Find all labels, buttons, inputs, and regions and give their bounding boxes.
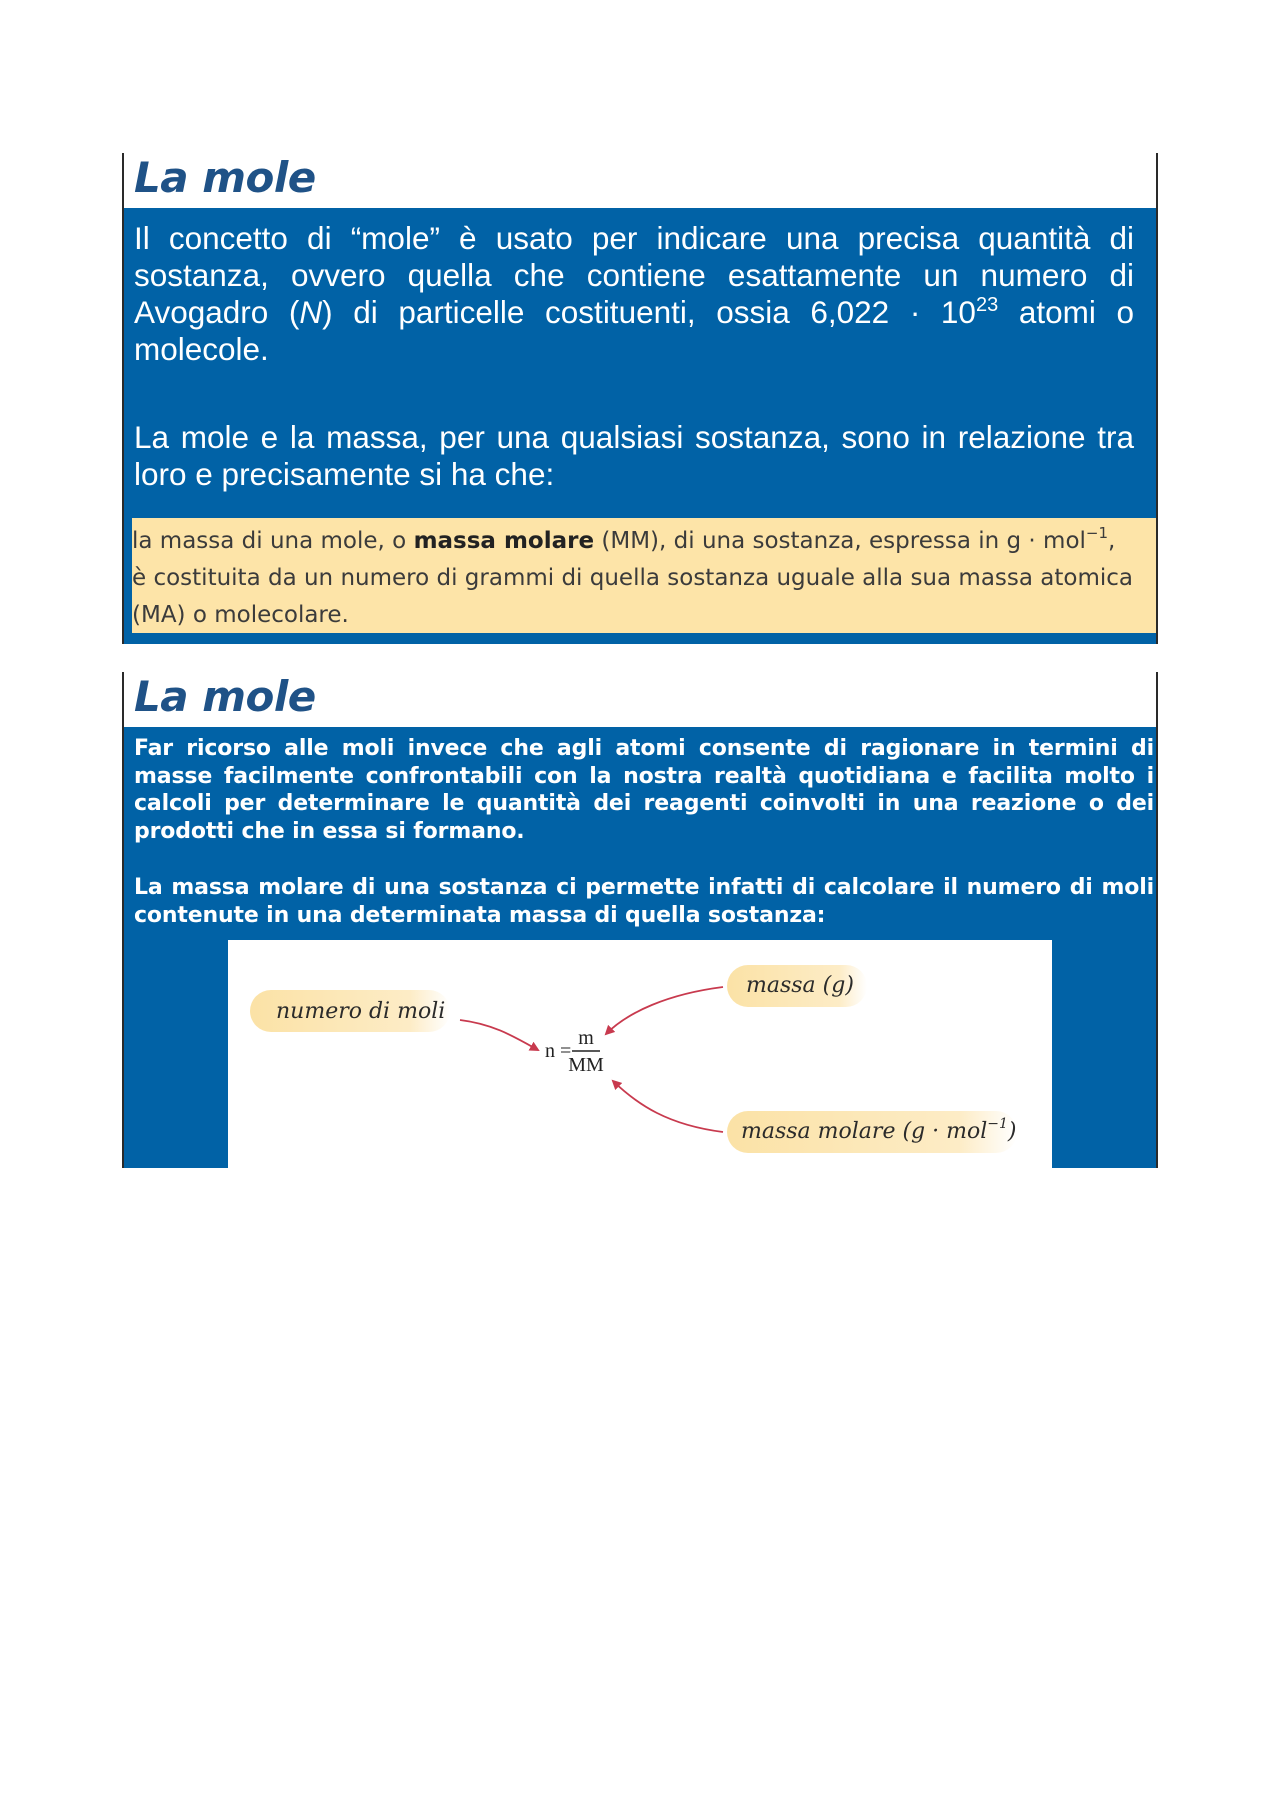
content-panel bbox=[124, 727, 1156, 1168]
text-segment: atomi o molecole. bbox=[134, 294, 1134, 367]
arrow-from-massa bbox=[606, 987, 723, 1034]
slide-1 bbox=[122, 153, 1158, 644]
label-part: massa molare (g · mol bbox=[741, 1119, 988, 1144]
slide-2 bbox=[122, 672, 1158, 1168]
content-panel bbox=[124, 208, 1156, 644]
slide-title: La mole bbox=[134, 672, 316, 721]
slide-title: La mole bbox=[134, 153, 316, 202]
title-bar bbox=[124, 153, 1156, 208]
definition-box bbox=[132, 518, 1156, 633]
paragraph-mole-mass-relation: La mole e la massa, per una qualsiasi sostanza, sono in relazione tra loro e precisamente si ha che: bbox=[134, 419, 1134, 492]
bold-term: massa molare bbox=[413, 528, 595, 554]
text-segment: Il concetto di “mole” è usato per indicare una precisa quantità di sostanza, ovvero quella che contiene esattamente un numero di Avogadro ( bbox=[134, 220, 1134, 330]
avogadro-symbol: N bbox=[299, 294, 323, 330]
arrow-to-n bbox=[460, 1020, 538, 1050]
definition-line-2: è costituita da un numero di grammi di quella sostanza uguale alla sua massa atomica bbox=[132, 565, 1134, 591]
text-segment: la massa di una mole, o bbox=[132, 528, 414, 554]
text-segment: , bbox=[1108, 528, 1116, 554]
definition-line-3: (MA) o molecolare. bbox=[132, 602, 349, 628]
formula-numerator: m bbox=[578, 1027, 594, 1049]
definition-line-1 bbox=[132, 523, 1156, 560]
exponent: −1 bbox=[1085, 524, 1109, 542]
paragraph-moles-advantage: Far ricorso alle moli invece che agli atomi consente di ragionare in termini di masse facilmente confrontabili con la nostra realtà quotidiana e facilita molto i calcoli per determinare le quantità dei reagenti coinvolti in una reazione o dei prodotti che in essa si formano. bbox=[134, 736, 1154, 844]
label-numero-di-moli: numero di moli bbox=[276, 999, 446, 1024]
paragraph-molar-mass-use: La massa molare di una sostanza ci permette infatti di calcolare il numero di moli contenute in una determinata massa di quella sostanza: bbox=[134, 875, 1154, 928]
arrow-from-massa-molare bbox=[613, 1081, 723, 1132]
paragraph-mole-concept bbox=[134, 220, 1134, 368]
label-part: ) bbox=[1007, 1119, 1017, 1144]
diagram-svg bbox=[228, 940, 1052, 1168]
label-massa: massa (g) bbox=[746, 973, 854, 998]
exponent: 23 bbox=[975, 294, 999, 316]
title-bar bbox=[124, 672, 1156, 727]
formula-lhs: n = bbox=[545, 1040, 572, 1062]
formula-denominator: MM bbox=[568, 1054, 604, 1076]
text-segment: (MM), di una sostanza, espressa in g · mol bbox=[594, 528, 1086, 554]
label-massa-molare bbox=[741, 1116, 1016, 1144]
label-exponent: −1 bbox=[987, 1116, 1008, 1132]
moles-formula-diagram bbox=[228, 940, 1052, 1168]
text-segment: ) di particelle costituenti, ossia 6,022 · 10 bbox=[322, 294, 976, 330]
